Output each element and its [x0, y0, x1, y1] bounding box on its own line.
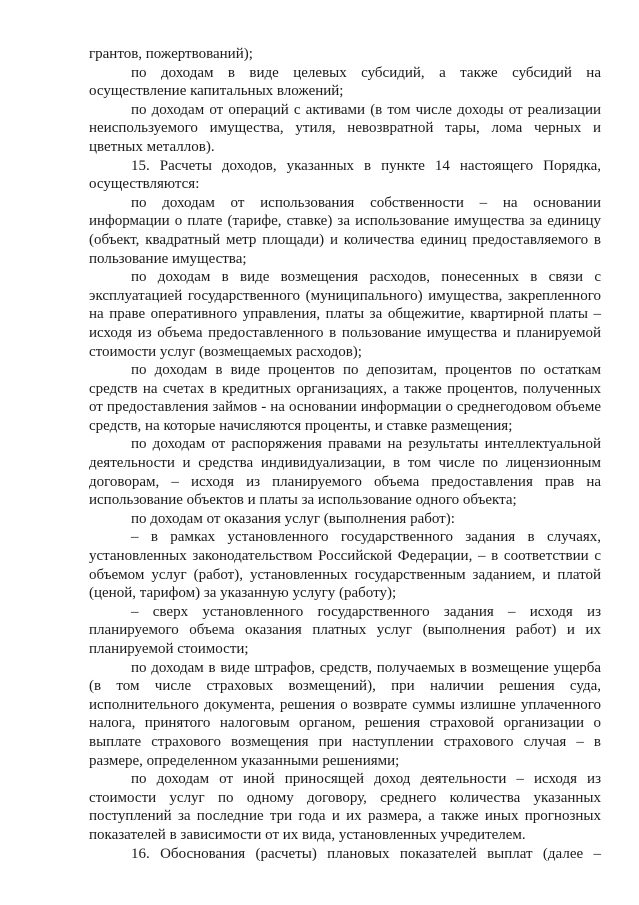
paragraph-7: по доходам в виде процентов по депозитам, процентов по остаткам средств на счетах в кредитных организациях, а также процентов, полученных от предоставления займов - на основании информации о среднегодовом объеме средств, на которые начисляются проценты, и ставке размещения; — [89, 362, 601, 434]
paragraph-12: по доходам в виде штрафов, средств, получаемых в возмещение ущерба (в том числе страховых возмещений), при наличии решения суда, исполнительного документа, решения о возврате суммы излишне уплаченного налога, принятого налоговым органом, решения страховой организации о выплате страхового возмещения при наступлении страхового случая – в размере, определенном указанными решениями; — [89, 659, 601, 769]
paragraph-3: по доходам от операций с активами (в том числе доходы от реализации неиспользуемого имущества, утиля, невозвратной тары, лома черных и цветных металлов). — [89, 101, 601, 155]
paragraph-14: 16. Обоснования (расчеты) плановых показателей выплат (далее – — [131, 845, 601, 862]
paragraph-9: по доходам от оказания услуг (выполнения работ): — [131, 510, 455, 527]
paragraph-10: – в рамках установленного государственного задания в случаях, установленных законодательством Российской Федерации, – в соответствии с объемом услуг (работ), установленных государственным заданием, и платой (ценой, тарифом) за указанную услугу (работу); — [89, 529, 601, 602]
document-page — [89, 45, 601, 863]
paragraph-11: – сверх установленного государственного задания – исходя из планируемого объема оказания платных услуг (выполнения работ) и их планируемой стоимости; — [89, 603, 601, 657]
paragraph-2: по доходам в виде целевых субсидий, а также субсидий на осуществление капитальных вложений; — [89, 64, 601, 100]
paragraph-5: по доходам от использования собственности – на основании информации о плате (тарифе, ставке) за использование имущества за единицу (объект, квадратный метр площади) и количества единиц предоставляемого в пользование имущества; — [89, 194, 601, 267]
paragraph-4: 15. Расчеты доходов, указанных в пункте 14 настоящего Порядка, осуществляются: — [89, 157, 601, 193]
paragraph-1: грантов, пожертвований); — [89, 46, 253, 62]
paragraph-6: по доходам в виде возмещения расходов, понесенных в связи с эксплуатацией государственного (муниципального) имущества, закрепленного на праве оперативного управления, платы за общежитие, квартирной платы – исходя из объема предоставленного в пользование имущества и планируемой стоимости услуг (возмещаемых расходов); — [89, 269, 601, 360]
paragraph-8: по доходам от распоряжения правами на результаты интеллектуальной деятельности и средства индивидуализации, в том числе по лицензионным договорам, – исходя из планируемого объема предоставления прав на использование объектов и платы за использование одного объекта; — [89, 436, 601, 509]
paragraph-13: по доходам от иной приносящей доход деятельности – исходя из стоимости услуг по одному договору, среднего количества указанных поступлений за последние три года и их размера, а также иных прогнозных показателей в зависимости от их вида, установленных учредителем. — [89, 771, 601, 843]
